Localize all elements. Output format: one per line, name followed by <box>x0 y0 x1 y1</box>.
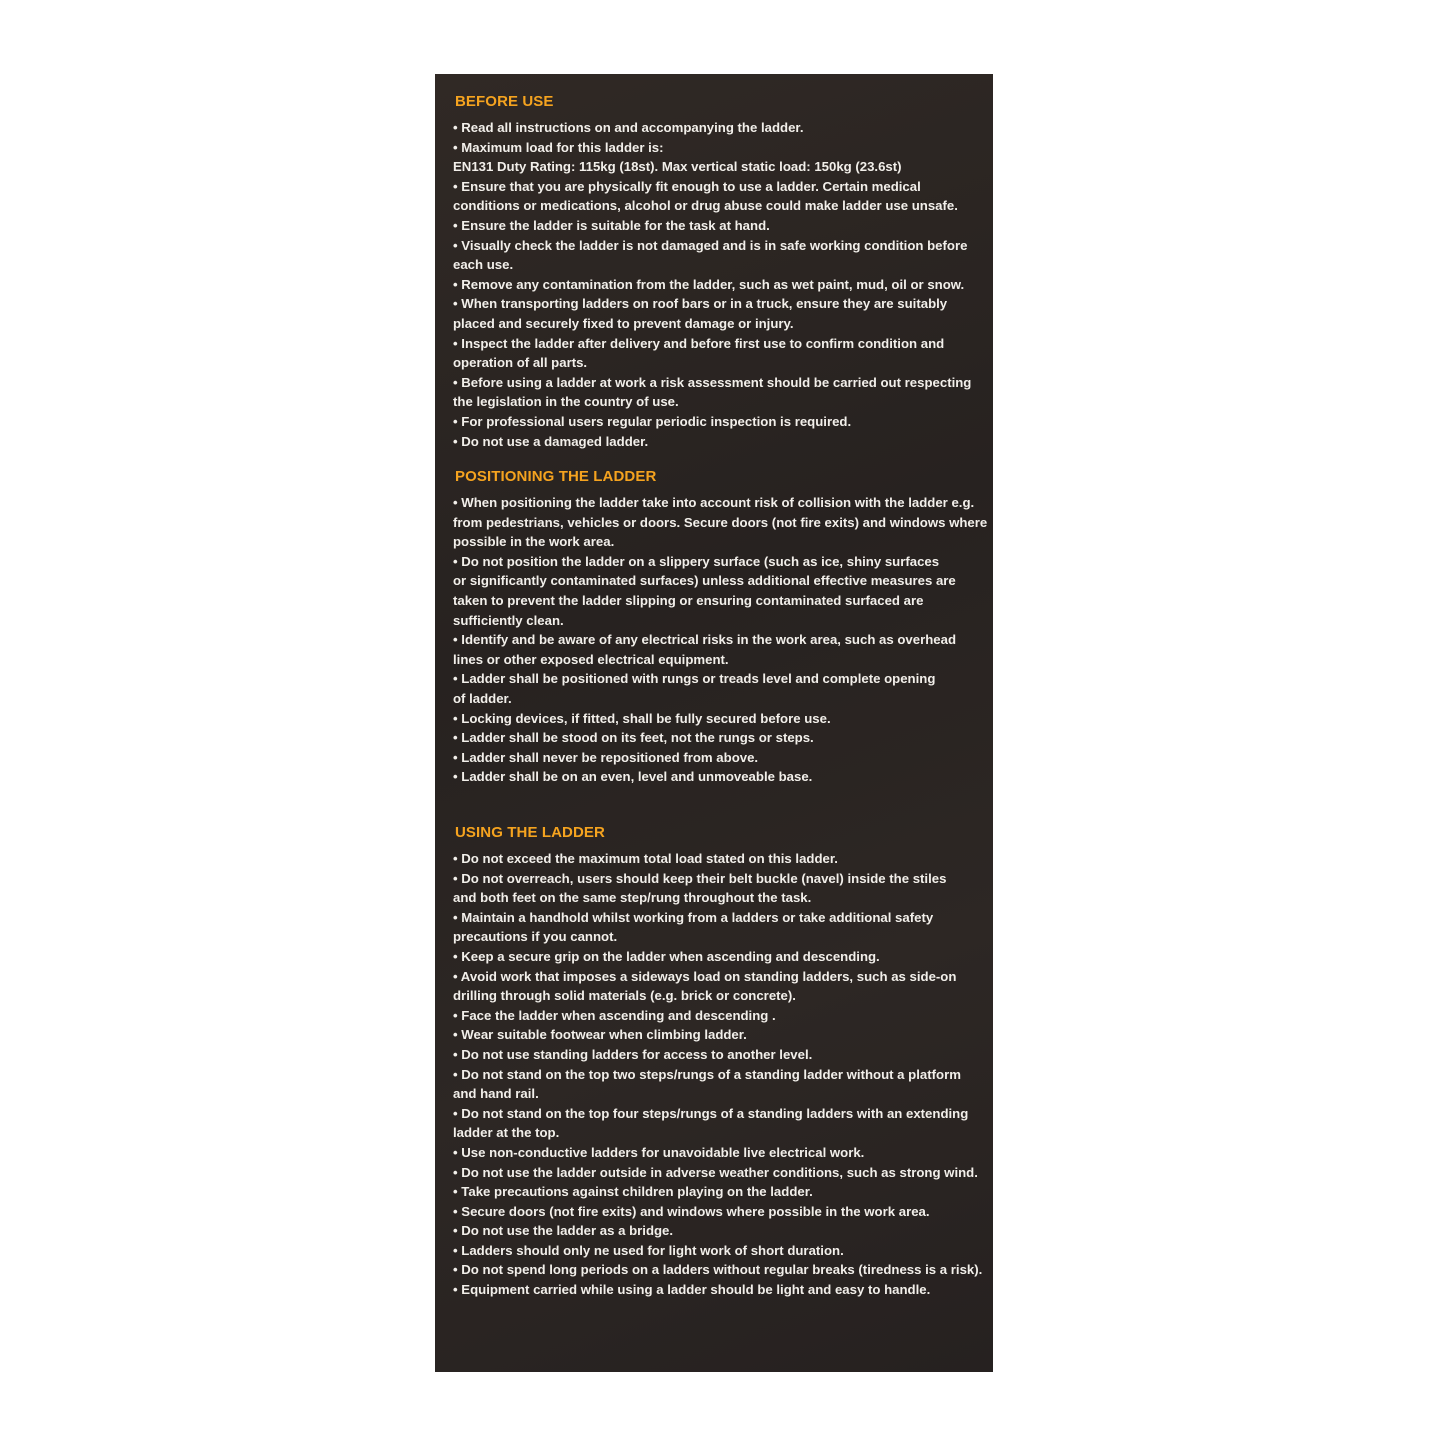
list-item: • Wear suitable footwear when climbing ladder. <box>453 1027 747 1043</box>
section-heading: BEFORE USE <box>455 93 554 110</box>
instruction-list <box>453 849 993 1300</box>
list-item: • Ladder shall be positioned with rungs or treads level and complete opening of ladder. <box>453 671 936 707</box>
instruction-list <box>453 493 993 787</box>
list-item: • Keep a secure grip on the ladder when ascending and descending. <box>453 948 880 964</box>
list-item: • Inspect the ladder after delivery and before first use to confirm condition and operation of all parts. <box>453 335 945 371</box>
list-item: • Do not use standing ladders for access to another level. <box>453 1046 813 1062</box>
section-positioning-the-ladder <box>453 467 993 787</box>
list-item: • Do not spend long periods on a ladders without regular breaks (tiredness is a risk). <box>453 1262 983 1278</box>
list-item: • Do not exceed the maximum total load stated on this ladder. <box>453 851 838 866</box>
list-item: • When positioning the ladder take into account risk of collision with the ladder e.g. from pedestrians, vehicles or doors. Secure doors (not fire exits) and windows where possible in the work area. <box>453 495 988 550</box>
list-item: • Remove any contamination from the ladder, such as wet paint, mud, oil or snow. <box>453 276 965 292</box>
list-item: • Ensure that you are physically fit enough to use a ladder. Certain medical conditions or medications, alcohol or drug abuse could make ladder use unsafe. <box>453 178 958 214</box>
list-item: • Identify and be aware of any electrical risks in the work area, such as overhead lines or other exposed electrical equipment. <box>453 632 957 667</box>
section-heading: POSITIONING THE LADDER <box>455 468 657 486</box>
list-item: • Do not use the ladder outside in adverse weather conditions, such as strong wind. <box>453 1164 978 1180</box>
section-before-use <box>453 92 993 451</box>
safety-instructions-panel <box>435 74 993 1372</box>
instruction-list <box>453 118 993 451</box>
list-item: • Do not overreach, users should keep their belt buckle (navel) inside the stiles and both feet on the same step/rung throughout the task. <box>453 870 947 906</box>
list-item: • Do not position the ladder on a slippery surface (such as ice, shiny surfaces or significantly contaminated surfaces) unless additional effective measures are taken to prevent the ladder slipping or ensuring contaminated surfaced are sufficiently clean. <box>453 553 956 628</box>
list-item: • Ladder shall never be repositioned from above. <box>453 749 759 765</box>
list-item: • Ladder shall be on an even, level and unmoveable base. <box>453 769 813 785</box>
list-item: • Do not stand on the top two steps/rungs of a standing ladder without a platform and hand rail. <box>453 1066 961 1102</box>
list-item: • Equipment carried while using a ladder should be light and easy to handle. <box>453 1282 931 1298</box>
list-item: • Do not use a damaged ladder. <box>453 433 649 449</box>
list-item: • Ladder shall be stood on its feet, not the rungs or steps. <box>453 730 814 746</box>
list-item: • Take precautions against children playing on the ladder. <box>453 1184 813 1200</box>
list-item: • Do not stand on the top four steps/rungs of a standing ladders with an extending ladder at the top. <box>453 1105 969 1141</box>
list-item: • Face the ladder when ascending and descending . <box>453 1007 776 1023</box>
section-using-the-ladder <box>453 823 993 1300</box>
list-item: • Ensure the ladder is suitable for the task at hand. <box>453 217 770 233</box>
list-item: • Maintain a handhold whilst working from a ladders or take additional safety precautions if you cannot. <box>453 909 934 945</box>
list-item: • Locking devices, if fitted, shall be fully secured before use. <box>453 710 831 726</box>
list-item: • Use non-conductive ladders for unavoidable live electrical work. <box>453 1144 865 1160</box>
section-heading: USING THE LADDER <box>455 824 605 841</box>
list-item: • Visually check the ladder is not damaged and is in safe working condition before each use. <box>453 237 968 273</box>
list-item: • Maximum load for this ladder is: EN131 Duty Rating: 115kg (18st). Max vertical static load: 150kg (23.6st) <box>453 139 902 175</box>
list-item: • Read all instructions on and accompanying the ladder. <box>453 120 804 135</box>
list-item: • Secure doors (not fire exits) and windows where possible in the work area. <box>453 1203 930 1219</box>
list-item: • Avoid work that imposes a sideways load on standing ladders, such as side-on drilling through solid materials (e.g. brick or concrete). <box>453 968 957 1004</box>
list-item: • For professional users regular periodic inspection is required. <box>453 413 852 429</box>
list-item: • Do not use the ladder as a bridge. <box>453 1223 674 1239</box>
list-item: • When transporting ladders on roof bars or in a truck, ensure they are suitably placed and securely fixed to prevent damage or injury. <box>453 296 948 331</box>
list-item: • Before using a ladder at work a risk assessment should be carried out respecting the legislation in the country of use. <box>453 374 972 410</box>
list-item: • Ladders should only ne used for light work of short duration. <box>453 1242 844 1258</box>
